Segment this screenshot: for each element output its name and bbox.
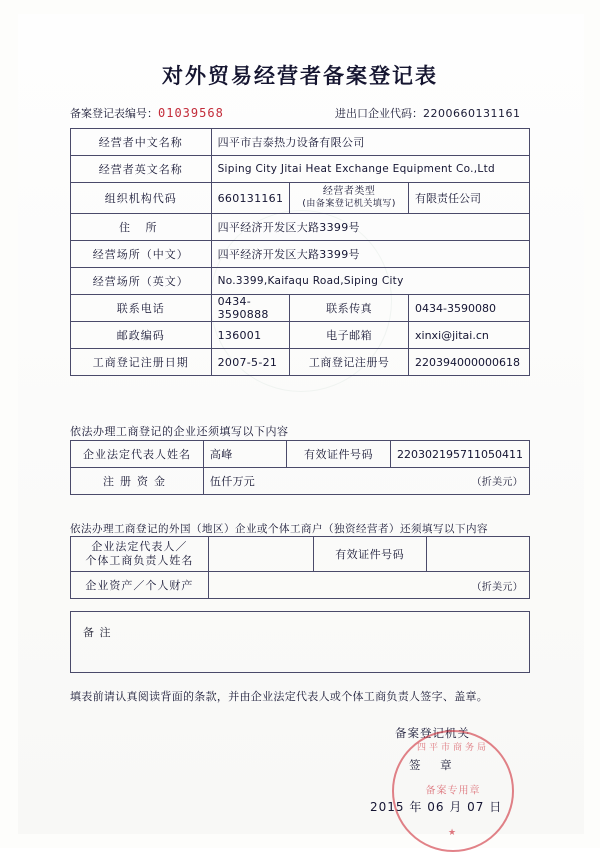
legal-rep-label: 企业法定代表人姓名 — [71, 441, 204, 468]
ie-code-field — [335, 105, 520, 121]
address-label: 住 所 — [71, 214, 212, 241]
place-cn-value: 四平经济开发区大路3399号 — [211, 241, 529, 268]
foreign-rep-label-line2: 个体工商负责人姓名 — [85, 554, 194, 567]
ie-code-label: 进出口企业代码： — [335, 107, 423, 120]
operator-type-value: 有限责任公司 — [409, 183, 530, 214]
record-number-label: 备案登记表编号： — [70, 107, 158, 120]
foreign-id-label: 有效证件号码 — [313, 537, 426, 572]
fax-label: 联系传真 — [290, 295, 409, 322]
seal-star: ★ — [447, 828, 459, 838]
foreign-rep-label — [71, 537, 209, 572]
legal-rep-value: 高峰 — [203, 441, 286, 468]
foreign-id-value — [426, 537, 529, 572]
table-row — [71, 268, 530, 295]
table-row — [71, 214, 530, 241]
table-row — [71, 129, 530, 156]
reg-date-value: 2007-5-21 — [211, 349, 290, 376]
reg-no-label: 工商登记注册号 — [290, 349, 409, 376]
seal-label: 签 章 — [409, 758, 460, 772]
table-row — [71, 295, 530, 322]
domestic-section-note: 依法办理工商登记的企业还须填写以下内容 — [70, 425, 289, 438]
page-title: 对外贸易经营者备案登记表 — [162, 64, 438, 88]
date-month: 06 — [427, 800, 445, 814]
org-code-label: 组织机构代码 — [71, 183, 212, 214]
legal-rep-id-value: 220302195711050411 — [391, 441, 530, 468]
table-row — [71, 441, 530, 468]
en-name-value: Siping City Jitai Heat Exchange Equipment Co.,Ltd — [211, 156, 529, 183]
table-row — [71, 572, 530, 599]
zip-label: 邮政编码 — [71, 322, 212, 349]
date-year-unit: 年 — [409, 800, 423, 814]
assets-cell — [208, 572, 529, 599]
en-name-label: 经营者英文名称 — [71, 156, 212, 183]
place-en-label: 经营场所（英文） — [71, 268, 212, 295]
assets-label: 企业资产／个人财产 — [71, 572, 209, 599]
date-day: 07 — [467, 800, 485, 814]
capital-value: 伍仟万元 — [209, 475, 256, 488]
cn-name-label: 经营者中文名称 — [71, 129, 212, 156]
foreign-section-note: 依法办理工商登记的外国（地区）企业或个体工商户（独资经营者）还须填写以下内容 — [70, 523, 488, 535]
foreign-rep-label-line1: 企业法定代表人／ — [91, 540, 188, 553]
date-year: 2015 — [370, 800, 405, 814]
capital-cell — [203, 468, 529, 495]
table-row — [71, 322, 530, 349]
fax-value: 0434-3590080 — [409, 295, 530, 322]
seal-center-text: 备案专用章 — [425, 785, 481, 797]
assets-unit: （折美元） — [471, 581, 523, 593]
foreign-rep-value — [208, 537, 313, 572]
footer-note: 填表前请认真阅读背面的条款，并由企业法定代表人或个体工商负责人签字、盖章。 — [70, 690, 489, 703]
foreign-section-table — [70, 536, 530, 599]
operator-type-label-line1: 经营者类型 — [322, 186, 376, 197]
domestic-section-table — [70, 440, 530, 495]
ie-code-value: 2200660131161 — [423, 107, 521, 120]
date-day-unit: 日 — [489, 800, 503, 814]
reg-no-value: 220394000000618 — [409, 349, 530, 376]
seal-top-text: 四平市商务局 — [416, 743, 489, 753]
address-value: 四平经济开发区大路3399号 — [211, 214, 529, 241]
email-label: 电子邮箱 — [290, 322, 409, 349]
org-code-value: 660131161 — [211, 183, 290, 214]
operator-type-label — [290, 183, 409, 214]
table-row — [71, 241, 530, 268]
table-row — [71, 468, 530, 495]
reg-date-label: 工商登记注册日期 — [71, 349, 212, 376]
remark-label: 备 注 — [83, 626, 112, 639]
signature-block — [395, 725, 470, 773]
table-row — [71, 156, 530, 183]
date-month-unit: 月 — [449, 800, 463, 814]
capital-unit: （折美元） — [471, 477, 523, 488]
date-line — [370, 798, 502, 815]
capital-label: 注册资金 — [71, 468, 204, 495]
table-row — [71, 537, 530, 572]
tel-label: 联系电话 — [71, 295, 212, 322]
table-row — [71, 183, 530, 214]
tel-value: 0434-3590888 — [211, 295, 290, 322]
main-info-table — [70, 128, 530, 376]
email-value: xinxi@jitai.cn — [409, 322, 530, 349]
operator-type-label-line2: (由备案登记机关填写) — [302, 199, 396, 209]
zip-value: 136001 — [211, 322, 290, 349]
place-cn-label: 经营场所（中文） — [71, 241, 212, 268]
authority-label: 备案登记机关 — [395, 726, 470, 740]
cn-name-value: 四平市吉泰热力设备有限公司 — [211, 129, 529, 156]
table-row — [71, 349, 530, 376]
legal-rep-id-label: 有效证件号码 — [286, 441, 390, 468]
record-number-field — [70, 105, 224, 121]
record-number-value: 01039568 — [158, 106, 224, 120]
place-en-value: No.3399,Kaifaqu Road,Siping City — [211, 268, 529, 295]
remark-box — [70, 611, 530, 673]
